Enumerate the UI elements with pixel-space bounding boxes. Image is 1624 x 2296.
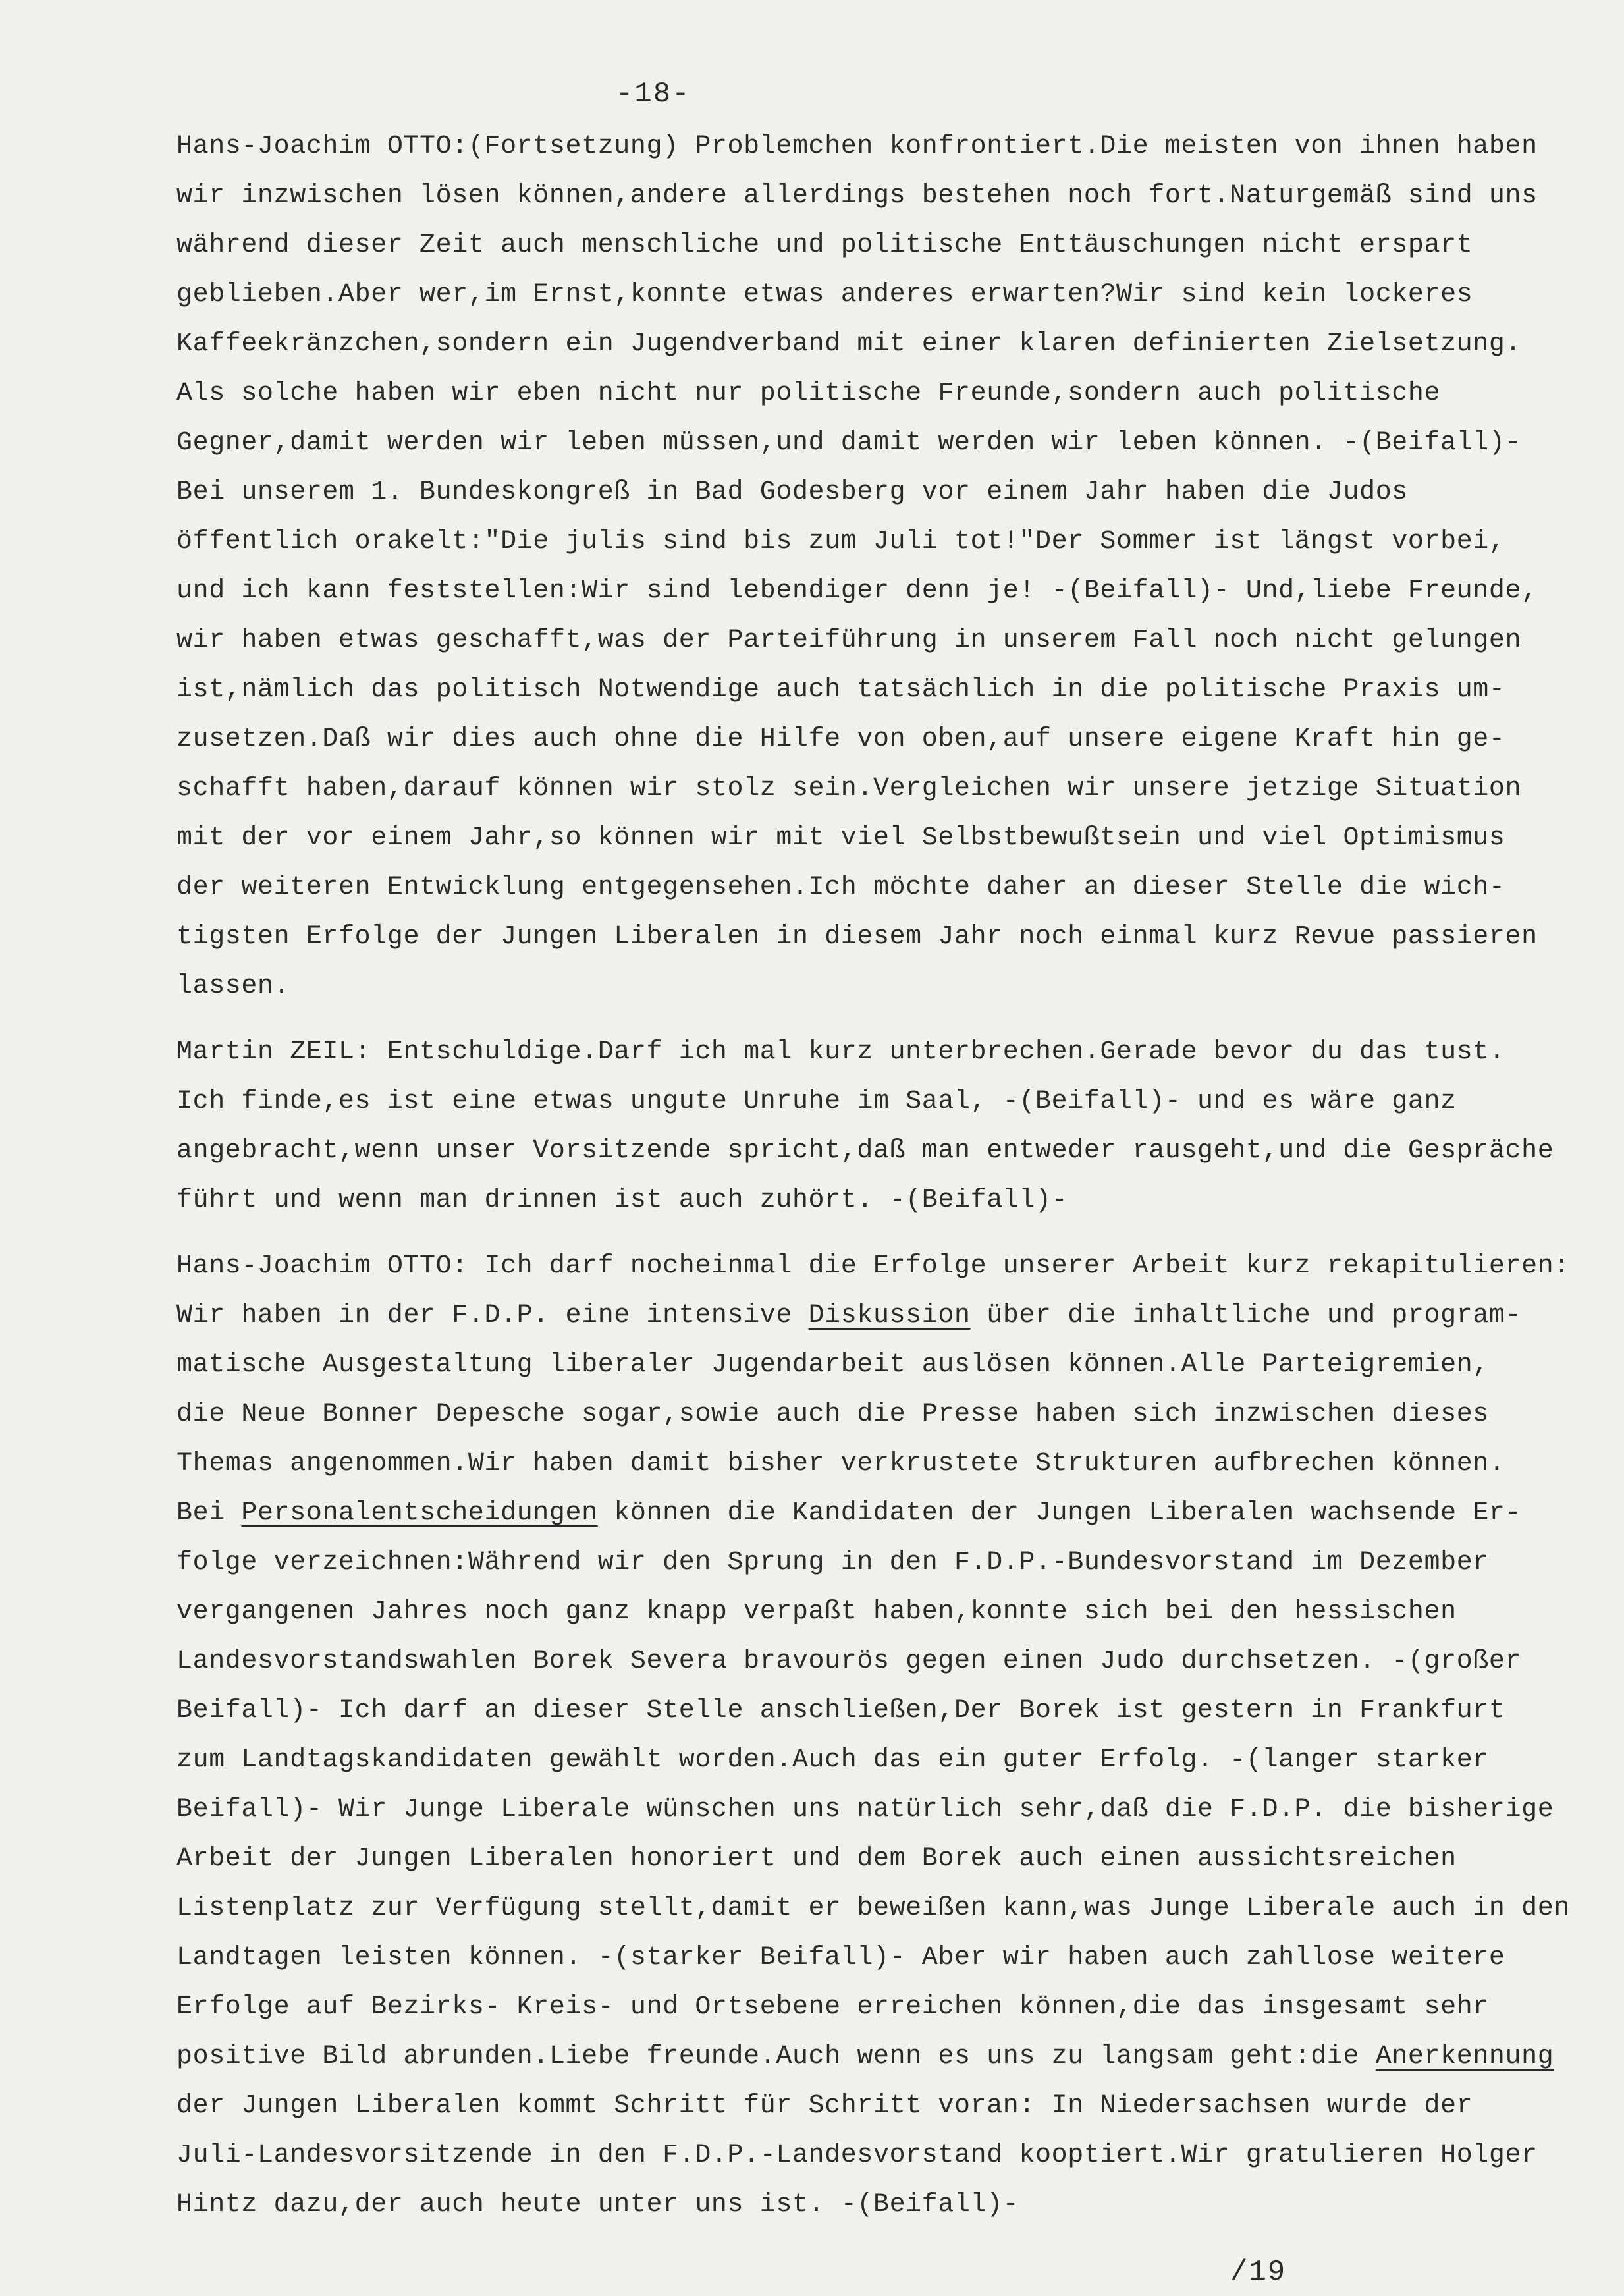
text-segment: über die inhaltliche und program-	[970, 1301, 1522, 1330]
text-line: Landtagen leisten können. -(starker Beifall)- Aber wir haben auch zahllose weitere	[176, 1943, 1505, 1973]
text-line: der weiteren Entwicklung entgegensehen.Ich möchte daher an dieser Stelle die wich-	[176, 873, 1505, 902]
text-line: matische Ausgestaltung liberaler Jugendarbeit auslösen können.Alle Parteigremien,	[176, 1350, 1489, 1380]
text-segment: können die Kandidaten der Jungen Liberalen wachsende Er-	[597, 1498, 1522, 1528]
text-line: Hans-Joachim OTTO: Ich darf nocheinmal die Erfolge unserer Arbeit kurz rekapitulieren:	[176, 1251, 1570, 1281]
text-line: Gegner,damit werden wir leben müssen,und damit werden wir leben können. -(Beifall)-	[176, 428, 1522, 458]
text-line: lassen.	[176, 971, 290, 1001]
text-line: wir inzwischen lösen können,andere allerdings bestehen noch fort.Naturgemäß sind uns	[176, 181, 1538, 211]
text-line: vergangenen Jahres noch ganz knapp verpaßt haben,konnte sich bei den hessischen	[176, 1597, 1457, 1627]
text-line: der Jungen Liberalen kommt Schritt für Schritt voran: In Niedersachsen wurde der	[176, 2091, 1473, 2121]
text-line: Bei unserem 1. Bundeskongreß in Bad Godesberg vor einem Jahr haben die Judos	[176, 478, 1408, 507]
text-line	[176, 1303, 1521, 1329]
text-line: tigsten Erfolge der Jungen Liberalen in diesem Jahr noch einmal kurz Revue passieren	[176, 922, 1538, 952]
text-line: Ich finde,es ist eine etwas ungute Unruhe im Saal, -(Beifall)- und es wäre ganz	[176, 1087, 1457, 1116]
text-line: ist,nämlich das politisch Notwendige auch tatsächlich in die politische Praxis um-	[176, 675, 1505, 705]
text-line: mit der vor einem Jahr,so können wir mit viel Selbstbewußtsein und viel Optimismus	[176, 823, 1505, 853]
text-line: geblieben.Aber wer,im Ernst,konnte etwas anderes erwarten?Wir sind kein lockeres	[176, 280, 1473, 310]
text-line: wir haben etwas geschafft,was der Parteiführung in unserem Fall noch nicht gelungen	[176, 626, 1522, 655]
text-line: Hans-Joachim OTTO:(Fortsetzung) Problemchen konfrontiert.Die meisten von ihnen haben	[176, 132, 1538, 161]
page-number: -18-	[616, 78, 691, 111]
text-line: führt und wenn man drinnen ist auch zuhört. -(Beifall)-	[176, 1186, 1068, 1215]
underlined-term: Personalentscheidungen	[241, 1498, 598, 1528]
text-line: Juli-Landesvorsitzende in den F.D.P.-Landesvorstand kooptiert.Wir gratulieren Holger	[176, 2141, 1538, 2170]
next-page-marker: /19	[1230, 2256, 1287, 2289]
text-line: öffentlich orakelt:"Die julis sind bis zum Juli tot!"Der Sommer ist längst vorbei,	[176, 527, 1505, 557]
text-line: folge verzeichnen:Während wir den Sprung in den F.D.P.-Bundesvorstand im Dezember	[176, 1548, 1489, 1577]
underlined-term: Diskussion	[808, 1301, 971, 1330]
text-line: schafft haben,darauf können wir stolz sein.Vergleichen wir unsere jetzige Situation	[176, 774, 1522, 804]
text-line: Beifall)- Ich darf an dieser Stelle anschließen,Der Borek ist gestern in Frankfurt	[176, 1696, 1505, 1726]
text-line	[176, 2044, 1554, 2070]
text-line: angebracht,wenn unser Vorsitzende spricht,daß man entweder rausgeht,und die Gespräche	[176, 1136, 1554, 1166]
text-segment: Wir haben in der F.D.P. eine intensive	[176, 1301, 809, 1330]
text-line: Martin ZEIL: Entschuldige.Darf ich mal kurz unterbrechen.Gerade bevor du das tust.	[176, 1037, 1505, 1067]
text-line: und ich kann feststellen:Wir sind lebendiger denn je! -(Beifall)- Und,liebe Freunde,	[176, 576, 1538, 606]
text-line	[176, 1500, 1521, 1527]
text-line: Kaffeekränzchen,sondern ein Jugendverband mit einer klaren definierten Zielsetzung.	[176, 329, 1522, 359]
text-line: zum Landtagskandidaten gewählt worden.Auch das ein guter Erfolg. -(langer starker	[176, 1745, 1489, 1775]
text-line: Beifall)- Wir Junge Liberale wünschen uns natürlich sehr,daß die F.D.P. die bisherige	[176, 1795, 1554, 1824]
text-line: Erfolge auf Bezirks- Kreis- und Ortsebene erreichen können,die das insgesamt sehr	[176, 1992, 1489, 2022]
text-line: Hintz dazu,der auch heute unter uns ist. -(Beifall)-	[176, 2190, 1019, 2220]
text-line: während dieser Zeit auch menschliche und politische Enttäuschungen nicht erspart	[176, 231, 1473, 260]
text-line: Listenplatz zur Verfügung stellt,damit er beweißen kann,was Junge Liberale auch in den	[176, 1894, 1570, 1923]
text-line: zusetzen.Daß wir dies auch ohne die Hilfe von oben,auf unsere eigene Kraft hin ge-	[176, 724, 1505, 754]
text-line: Themas angenommen.Wir haben damit bisher verkrustete Strukturen aufbrechen können.	[176, 1449, 1505, 1479]
text-line: die Neue Bonner Depesche sogar,sowie auch die Presse haben sich inzwischen dieses	[176, 1400, 1489, 1429]
text-line: Arbeit der Jungen Liberalen honoriert und dem Borek auch einen aussichtsreichen	[176, 1844, 1457, 1874]
underlined-term: Anerkennung	[1375, 2042, 1554, 2071]
text-line: Landesvorstandswahlen Borek Severa bravourös gegen einen Judo durchsetzen. -(großer	[176, 1647, 1522, 1676]
text-segment: Bei	[176, 1498, 242, 1528]
text-segment: positive Bild abrunden.Liebe freunde.Auch wenn es uns zu langsam geht:die	[176, 2042, 1376, 2071]
text-line: Als solche haben wir eben nicht nur politische Freunde,sondern auch politische	[176, 379, 1441, 408]
